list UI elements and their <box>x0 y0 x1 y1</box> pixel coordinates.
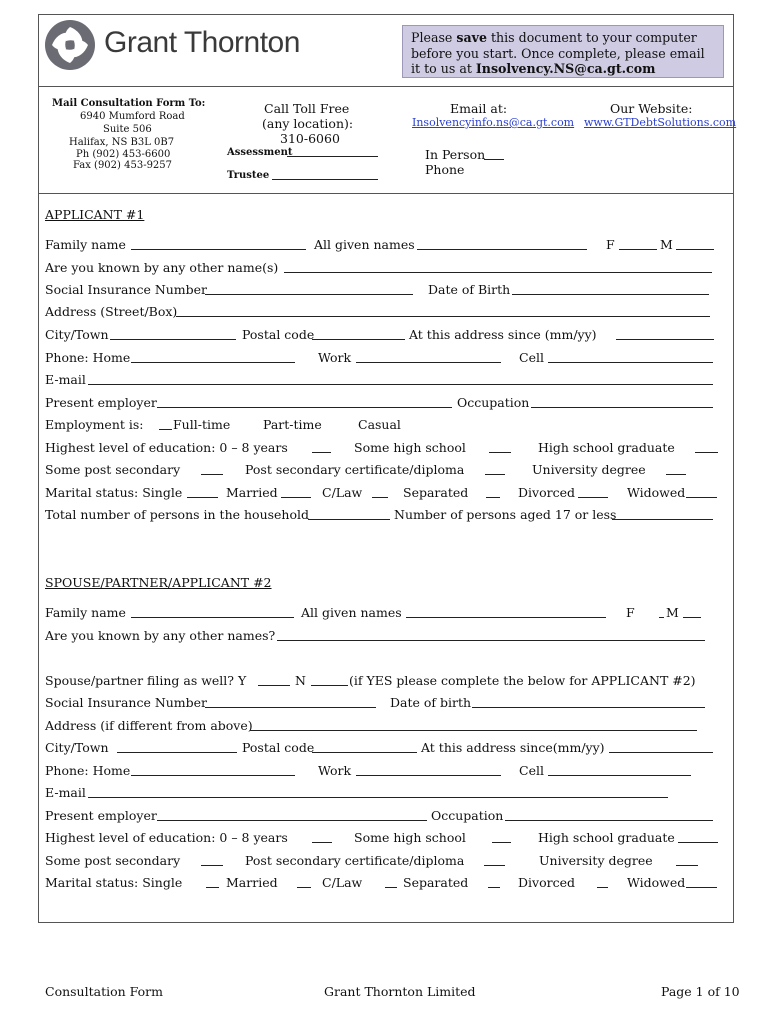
a2-city-label: City/Town <box>45 740 109 755</box>
a2-occupation-field[interactable] <box>505 820 713 821</box>
a1-under17-label: Number of persons aged 17 or less <box>394 507 617 522</box>
footer-form-name: Consultation Form <box>45 984 163 999</box>
a1-city-field[interactable] <box>110 339 236 340</box>
a2-address-label: Address (if different from above) <box>45 718 253 733</box>
a1-household-field[interactable] <box>308 519 390 520</box>
a2-hs-grad-check[interactable] <box>678 842 718 843</box>
a2-cell-label: Cell <box>519 763 544 778</box>
a2-hs-grad-label: High school graduate <box>538 830 675 845</box>
a1-post-cert-check[interactable] <box>485 474 505 475</box>
a2-city-field[interactable] <box>117 752 237 753</box>
toll-free-label2: (any location): <box>262 116 354 131</box>
a2-dob-field[interactable] <box>472 707 705 708</box>
a2-work-label: Work <box>318 763 352 778</box>
a2-separated-check[interactable] <box>488 887 500 888</box>
a1-email-label: E-mail <box>45 372 86 387</box>
a2-dob-label: Date of birth <box>390 695 472 710</box>
a1-m-label: M <box>660 237 673 252</box>
a1-full-time-label: Full-time <box>173 417 231 432</box>
a2-some-post-label: Some post secondary <box>45 853 181 868</box>
a1-phone-home-label: Phone: Home <box>45 350 131 365</box>
a2-education-label: Highest level of education: 0 – 8 years <box>45 830 288 845</box>
a2-email-label: E-mail <box>45 785 86 800</box>
a2-married-label: Married <box>226 875 278 890</box>
a2-university-label: University degree <box>539 853 653 868</box>
a1-other-names-field[interactable] <box>284 272 712 273</box>
office-address-line1: 6940 Mumford Road <box>80 111 185 122</box>
a1-work-field[interactable] <box>356 362 501 363</box>
a1-sin-label: Social Insurance Number <box>45 282 208 297</box>
a1-dob-label: Date of Birth <box>428 282 511 297</box>
a1-email-field[interactable] <box>88 384 713 385</box>
a1-f-label: F <box>606 237 615 252</box>
a1-edu-0-8-check[interactable] <box>312 452 331 453</box>
email-link[interactable]: Insolvencyinfo.ns@ca.gt.com <box>412 116 575 129</box>
a1-since-field[interactable] <box>616 339 714 340</box>
website-link[interactable]: www.GTDebtSolutions.com <box>584 116 737 129</box>
assessment-label: Assessment <box>227 147 293 158</box>
a2-widowed-check[interactable] <box>686 887 717 888</box>
a2-filing-no-check[interactable] <box>311 685 348 686</box>
a1-cell-field[interactable] <box>548 362 713 363</box>
a1-single-check[interactable] <box>187 497 218 498</box>
a2-post-cert-label: Post secondary certificate/diploma <box>245 853 465 868</box>
a2-address-field[interactable] <box>250 730 697 731</box>
office-city: Halifax, NS B3L 0B7 <box>69 137 175 148</box>
a1-work-label: Work <box>318 350 352 365</box>
a2-filing-yes-check[interactable] <box>258 685 290 686</box>
a2-occupation-label: Occupation <box>431 808 504 823</box>
a2-since-field[interactable] <box>609 752 713 753</box>
a1-address-label: Address (Street/Box) <box>45 304 178 319</box>
a1-married-check[interactable] <box>281 497 311 498</box>
a1-occupation-label: Occupation <box>457 395 530 410</box>
a1-under17-field[interactable] <box>612 519 713 520</box>
a1-phone-home-field[interactable] <box>131 362 295 363</box>
a1-dob-field[interactable] <box>512 294 709 295</box>
a2-post-cert-check[interactable] <box>484 865 505 866</box>
a1-since-label: At this address since (mm/yy) <box>409 327 597 342</box>
a1-given-names-field[interactable] <box>417 249 587 250</box>
a2-divorced-label: Divorced <box>518 875 575 890</box>
a1-education-label: Highest level of education: 0 – 8 years <box>45 440 288 455</box>
a1-post-cert-label: Post secondary certificate/diploma <box>245 462 465 477</box>
office-phone: Ph (902) 453-6600 <box>76 149 171 160</box>
a1-widowed-check[interactable] <box>686 497 717 498</box>
email-label: Email at: <box>450 101 508 116</box>
mail-to-title: Mail Consultation Form To: <box>52 98 206 109</box>
a1-address-field[interactable] <box>176 316 710 317</box>
trustee-field[interactable] <box>272 179 378 180</box>
a1-marital-label: Marital status: Single <box>45 485 183 500</box>
a1-given-names-label: All given names <box>314 237 415 252</box>
a1-claw-label: C/Law <box>322 485 363 500</box>
footer-company: Grant Thornton Limited <box>324 984 476 999</box>
a1-other-names-label: Are you known by any other name(s) <box>45 260 279 275</box>
phone-contact-label: Phone <box>425 162 465 177</box>
a2-separated-label: Separated <box>403 875 469 890</box>
a1-separated-label: Separated <box>403 485 469 500</box>
a2-other-names-field[interactable] <box>277 640 705 641</box>
a2-family-name-label: Family name <box>45 605 126 620</box>
a2-m-label: M <box>666 605 679 620</box>
toll-free-number: 310-6060 <box>280 131 340 146</box>
office-address-line2: Suite 506 <box>103 124 152 135</box>
a1-part-time-label: Part-time <box>263 417 322 432</box>
website-label: Our Website: <box>610 101 693 116</box>
a2-married-check[interactable] <box>297 887 311 888</box>
a2-single-check[interactable] <box>206 887 219 888</box>
a1-m-field[interactable] <box>676 249 714 250</box>
footer-page-number: Page 1 of 10 <box>661 984 740 999</box>
a1-employer-field[interactable] <box>157 407 452 408</box>
a1-hs-grad-label: High school graduate <box>538 440 675 455</box>
notice-email: Insolvency.NS@ca.gt.com <box>475 61 656 76</box>
a2-widowed-label: Widowed <box>627 875 686 890</box>
a2-claw-check[interactable] <box>385 887 397 888</box>
a2-f-label: F <box>626 605 635 620</box>
a2-phone-home-label: Phone: Home <box>45 763 131 778</box>
a1-some-high-check[interactable] <box>489 452 511 453</box>
a2-postal-field[interactable] <box>312 752 417 753</box>
a2-filing-note: (if YES please complete the below for APPLICANT #2) <box>349 673 696 688</box>
a2-f-field[interactable] <box>659 617 664 618</box>
a1-employer-label: Present employer <box>45 395 157 410</box>
a2-cell-field[interactable] <box>548 775 691 776</box>
a2-some-post-check[interactable] <box>201 865 223 866</box>
a1-family-name-label: Family name <box>45 237 126 252</box>
a1-household-label: Total number of persons in the household <box>45 507 310 522</box>
a2-since-label: At this address since(mm/yy) <box>421 740 605 755</box>
toll-free-label: Call Toll Free <box>264 101 350 116</box>
a2-given-names-label: All given names <box>301 605 402 620</box>
a1-claw-check[interactable] <box>372 497 388 498</box>
a1-occupation-field[interactable] <box>531 407 713 408</box>
a1-widowed-label: Widowed <box>627 485 686 500</box>
a2-phone-home-field[interactable] <box>131 775 295 776</box>
a2-family-name-field[interactable] <box>131 617 294 618</box>
a1-married-label: Married <box>226 485 278 500</box>
a1-some-high-label: Some high school <box>354 440 466 455</box>
a2-given-names-field[interactable] <box>406 617 606 618</box>
a1-postal-field[interactable] <box>312 339 405 340</box>
a2-edu-0-8-check[interactable] <box>312 842 332 843</box>
a1-casual-label: Casual <box>358 417 401 432</box>
a1-full-time-check[interactable] <box>159 429 172 430</box>
a1-family-name-field[interactable] <box>131 249 306 250</box>
a2-filing-n-label: N <box>295 673 306 688</box>
a1-employment-label: Employment is: <box>45 417 144 432</box>
a1-separated-check[interactable] <box>486 497 500 498</box>
a1-city-label: City/Town <box>45 327 109 342</box>
a2-university-check[interactable] <box>676 865 698 866</box>
a2-some-high-check[interactable] <box>492 842 511 843</box>
in-person-field[interactable] <box>484 159 504 160</box>
a1-university-label: University degree <box>532 462 646 477</box>
a1-university-check[interactable] <box>666 474 686 475</box>
in-person-label: In Person <box>425 147 486 162</box>
a1-some-post-label: Some post secondary <box>45 462 181 477</box>
a1-some-post-check[interactable] <box>201 474 223 475</box>
a2-other-names-label: Are you known by any other names? <box>45 628 276 643</box>
a2-sin-field[interactable] <box>205 707 376 708</box>
applicant1-heading: APPLICANT #1 <box>45 207 145 222</box>
office-fax: Fax (902) 453-9257 <box>73 160 173 171</box>
a1-hs-grad-check[interactable] <box>695 452 718 453</box>
a2-employer-label: Present employer <box>45 808 157 823</box>
a2-some-high-label: Some high school <box>354 830 466 845</box>
a2-filing-question: Spouse/partner filing as well? Y <box>45 673 247 688</box>
a1-postal-label: Postal code <box>242 327 315 342</box>
a2-postal-label: Postal code <box>242 740 315 755</box>
a2-claw-label: C/Law <box>322 875 363 890</box>
a2-sin-label: Social Insurance Number <box>45 695 208 710</box>
a2-divorced-check[interactable] <box>597 887 608 888</box>
a2-employer-field[interactable] <box>157 820 427 821</box>
a2-m-field[interactable] <box>683 617 701 618</box>
trustee-label: Trustee <box>227 170 270 181</box>
a1-cell-label: Cell <box>519 350 544 365</box>
save-notice: Please save this document to your computer before you start. Once complete, please email it to us at Insolvency.NS@ca.gt.com <box>402 25 724 78</box>
a1-divorced-check[interactable] <box>578 497 608 498</box>
a2-work-field[interactable] <box>356 775 501 776</box>
a2-email-field[interactable] <box>88 797 668 798</box>
grant-thornton-logo-icon <box>44 19 96 71</box>
logo-wordmark: Grant Thornton <box>104 26 300 59</box>
applicant2-heading: SPOUSE/PARTNER/APPLICANT #2 <box>45 575 272 590</box>
assessment-field[interactable] <box>287 156 378 157</box>
a2-marital-label: Marital status: Single <box>45 875 183 890</box>
a1-sin-field[interactable] <box>205 294 413 295</box>
a1-divorced-label: Divorced <box>518 485 575 500</box>
a1-f-field[interactable] <box>619 249 657 250</box>
